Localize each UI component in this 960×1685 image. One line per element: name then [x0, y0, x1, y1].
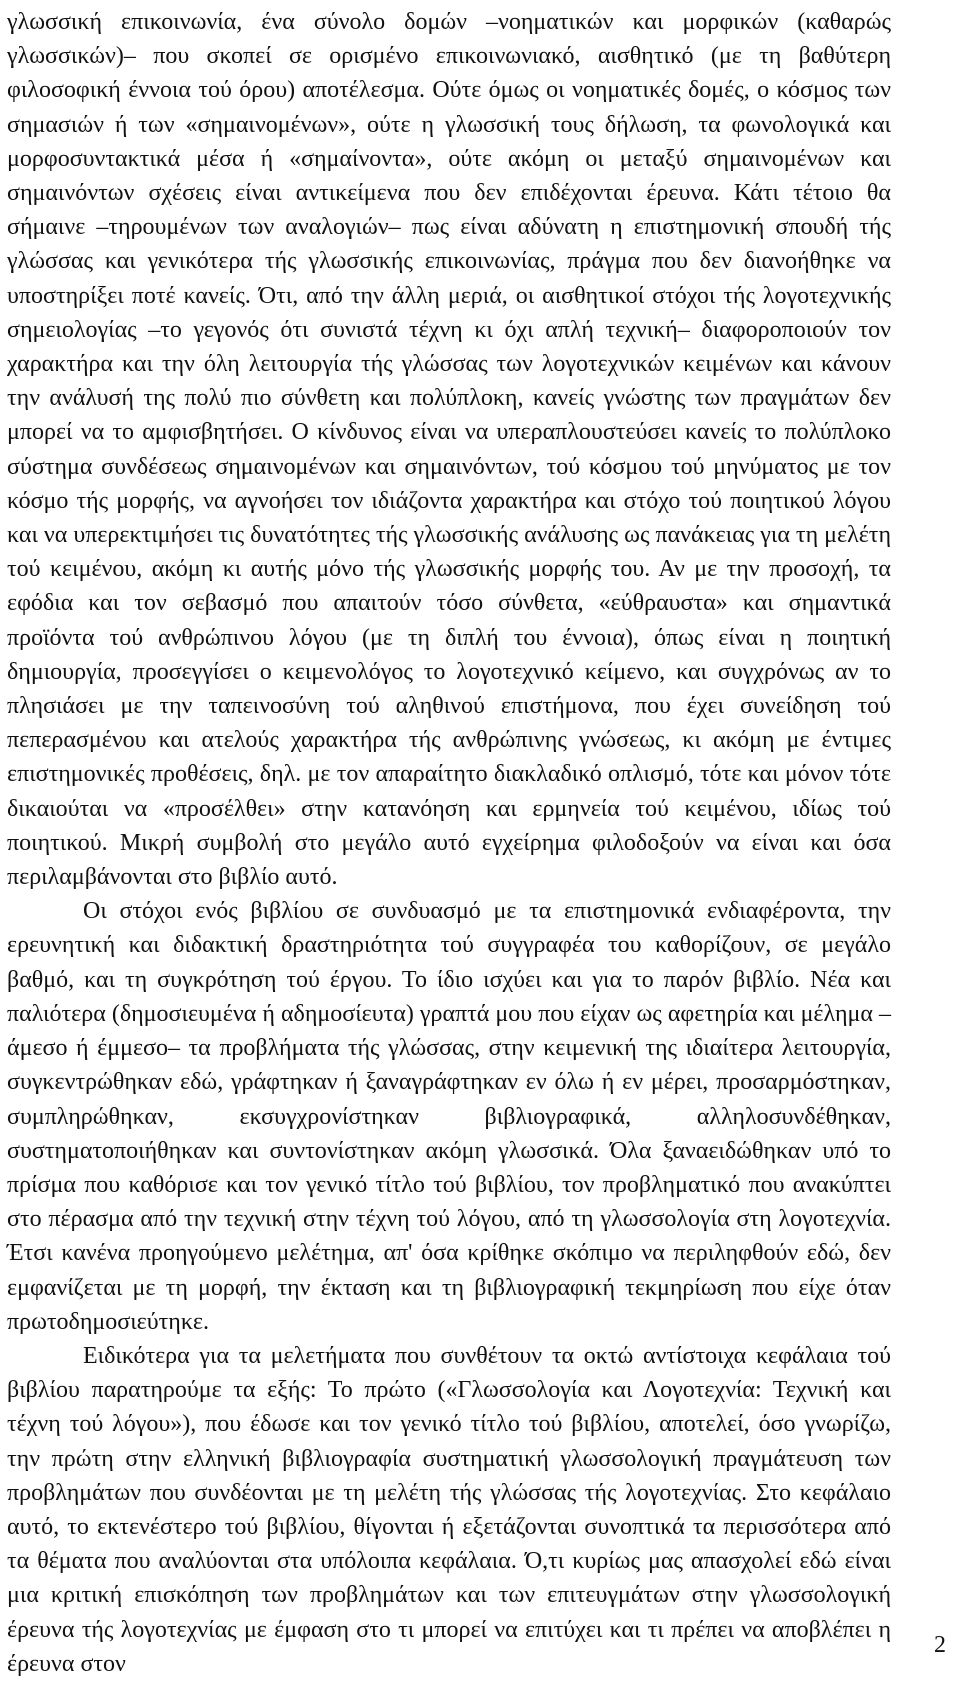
document-page [7, 5, 891, 1681]
page-number: 2 [934, 1632, 946, 1658]
paragraph-2: Οι στόχοι ενός βιβλίου σε συνδυασμό με τα επιστημονικά ενδιαφέροντα, την ερευνητική και διδακτική δραστηριότητα τού συγγραφέα του καθορίζουν, σε μεγάλο βαθμό, και τη συγκρότηση τού έργου. Το ίδιο ισχύει και για το παρόν βιβλίο. Νέα και παλιότερα (δημοσιευμένα ή αδημοσίευτα) γραπτά μου που είχαν ως αφετηρία και μέλημα –άμεσο ή έμμεσο– τα προβλήματα τής γλώσσας, στην κειμενική της ιδιαίτερα λειτουργία, συγκεντρώθηκαν εδώ, γράφτηκαν ή ξαναγράφτηκαν εν όλω ή εν μέρει, προσαρμόστηκαν, συμπληρώθηκαν, εκσυγχρονίστηκαν βιβλιογραφικά, αλληλοσυνδέθηκαν, συστηματοποιήθηκαν και συντονίστηκαν ακόμη γλωσσικά. Όλα ξαναειδώθηκαν υπό το πρίσμα που καθόρισε και τον γενικό τίτλο τού βιβλίου, τον προβληματικό που ανακύπτει στο πέρασμα από την τεχνική στην τέχνη τού λόγου, από τη γλωσσολογία στη λογοτεχνία. Έτσι κανένα προηγούμενο μελέτημα, απ' όσα κρίθηκε σκόπιμο να περιληφθούν εδώ, δεν εμφανίζεται με τη μορφή, την έκταση και τη βιβλιογραφική τεκμηρίωση που είχε όταν πρωτοδημοσιεύτηκε. [7, 898, 891, 1335]
paragraph-3: Ειδικότερα για τα μελετήματα που συνθέτουν τα οκτώ αντίστοιχα κεφάλαια τού βιβλίου παρατηρούμε τα εξής: Το πρώτο («Γλωσσολογία και Λογοτεχνία: Τεχνική και τέχνη τού λόγου»), που έδωσε και τον γενικό τίτλο τού βιβλίου, αποτελεί, όσο γνωρίζω, την πρώτη στην ελληνική βιβλιογραφία συστηματική γλωσσολογική πραγμάτευση των προβλημάτων που συνδέονται με τη μελέτη τής γλώσσας τής λογοτεχνίας. Στο κεφάλαιο αυτό, το εκτενέστερο τού βιβλίου, θίγονται ή εξετάζονται συνοπτικά τα περισσότερα από τα θέματα που αναλύονται στα υπόλοιπα κεφάλαια. Ό,τι κυρίως μας απασχολεί εδώ είναι μια κριτική επισκόπηση των προβλημάτων και των επιτευγμάτων στην γλωσσολογική έρευνα τής λογοτεχνίας με έμφαση στο τι μπορεί να επιτύχει και τι πρέπει να αποβλέπει η έρευνα στον [7, 1342, 891, 1677]
paragraph-1: γλωσσική επικοινωνία, ένα σύνολο δομών –νοηματικών και μορφικών (καθαρώς γλωσσικών)– που σκοπεί σε ορισμένο επικοινωνιακό, αισθητικό (με τη βαθύτερη φιλοσοφική έννοια τού όρου) αποτέλεσμα. Ούτε όμως οι νοηματικές δομές, ο κόσμος των σημασιών ή των «σημαινομένων», ούτε η γλωσσική τους δήλωση, τα φωνολογικά και μορφοσυντακτικά μέσα ή «σημαίνοντα», ούτε ακόμη οι μεταξύ σημαινομένων και σημαινόντων σχέσεις είναι αντικείμενα που δεν επιδέχονται έρευνα. Κάτι τέτοιο θα σήμαινε –τηρουμένων των αναλογιών– πως είναι αδύνατη η επιστημονική σπουδή τής γλώσσας και γενικότερα τής γλωσσικής επικοινωνίας, πράγμα που δεν διανοήθηκε να υποστηρίξει ποτέ κανείς. Ότι, από την άλλη μεριά, οι αισθητικοί στόχοι τής λογοτεχνικής σημειολογίας –το γεγονός ότι συνιστά τέχνη κι όχι απλή τεχνική– διαφοροποιούν τον χαρακτήρα και την όλη λειτουργία τής γλώσσας των λογοτεχνικών κειμένων και κάνουν την ανάλυσή της πολύ πιο σύνθετη και πολύπλοκη, κανείς γνώστης των πραγμάτων δεν μπορεί να το αμφισβητήσει. Ο κίνδυνος είναι να υπεραπλουστεύσει κανείς το πολύπλοκο σύστημα συνδέσεως σημαινομένων και σημαινόντων, τού κόσμου τού μηνύματος με τον κόσμο τής μορφής, να αγνοήσει τον ιδιάζοντα χαρακτήρα και στόχο τού ποιητικού λόγου και να υπερεκτιμήσει τις δυνατότητες τής γλωσσικής ανάλυσης ως πανάκειας για τη μελέτη τού κειμένου, ακόμη κι αυτής μόνο τής γλωσσικής μορφής του. Αν με την προσοχή, τα εφόδια και τον σεβασμό που απαιτούν τόσο σύνθετα, «εύθραυστα» και σημαντικά προϊόντα τού ανθρώπινου λόγου (με τη διπλή του έννοια), όπως είναι η ποιητική δημιουργία, προσεγγίσει ο κειμενολόγος το λογοτεχνικό κείμενο, και συγχρόνως αν το πλησιάσει με την ταπεινοσύνη τού αληθινού επιστήμονα, που έχει συνείδηση τού πεπερασμένου και ατελούς χαρακτήρα τής ανθρώπινης γνώσεως, κι ακόμη με έντιμες επιστημονικές προθέσεις, δηλ. με τον απαραίτητο διακλαδικό οπλισμό, τότε και μόνον τότε δικαιούται να «προσέλθει» στην κατανόηση και ερμηνεία τού κειμένου, ιδίως τού ποιητικού. Μικρή συμβολή στο μεγάλο αυτό εγχείρημα φιλοδοξούν να είναι και όσα περιλαμβάνονται στο βιβλίο αυτό. [7, 9, 891, 891]
